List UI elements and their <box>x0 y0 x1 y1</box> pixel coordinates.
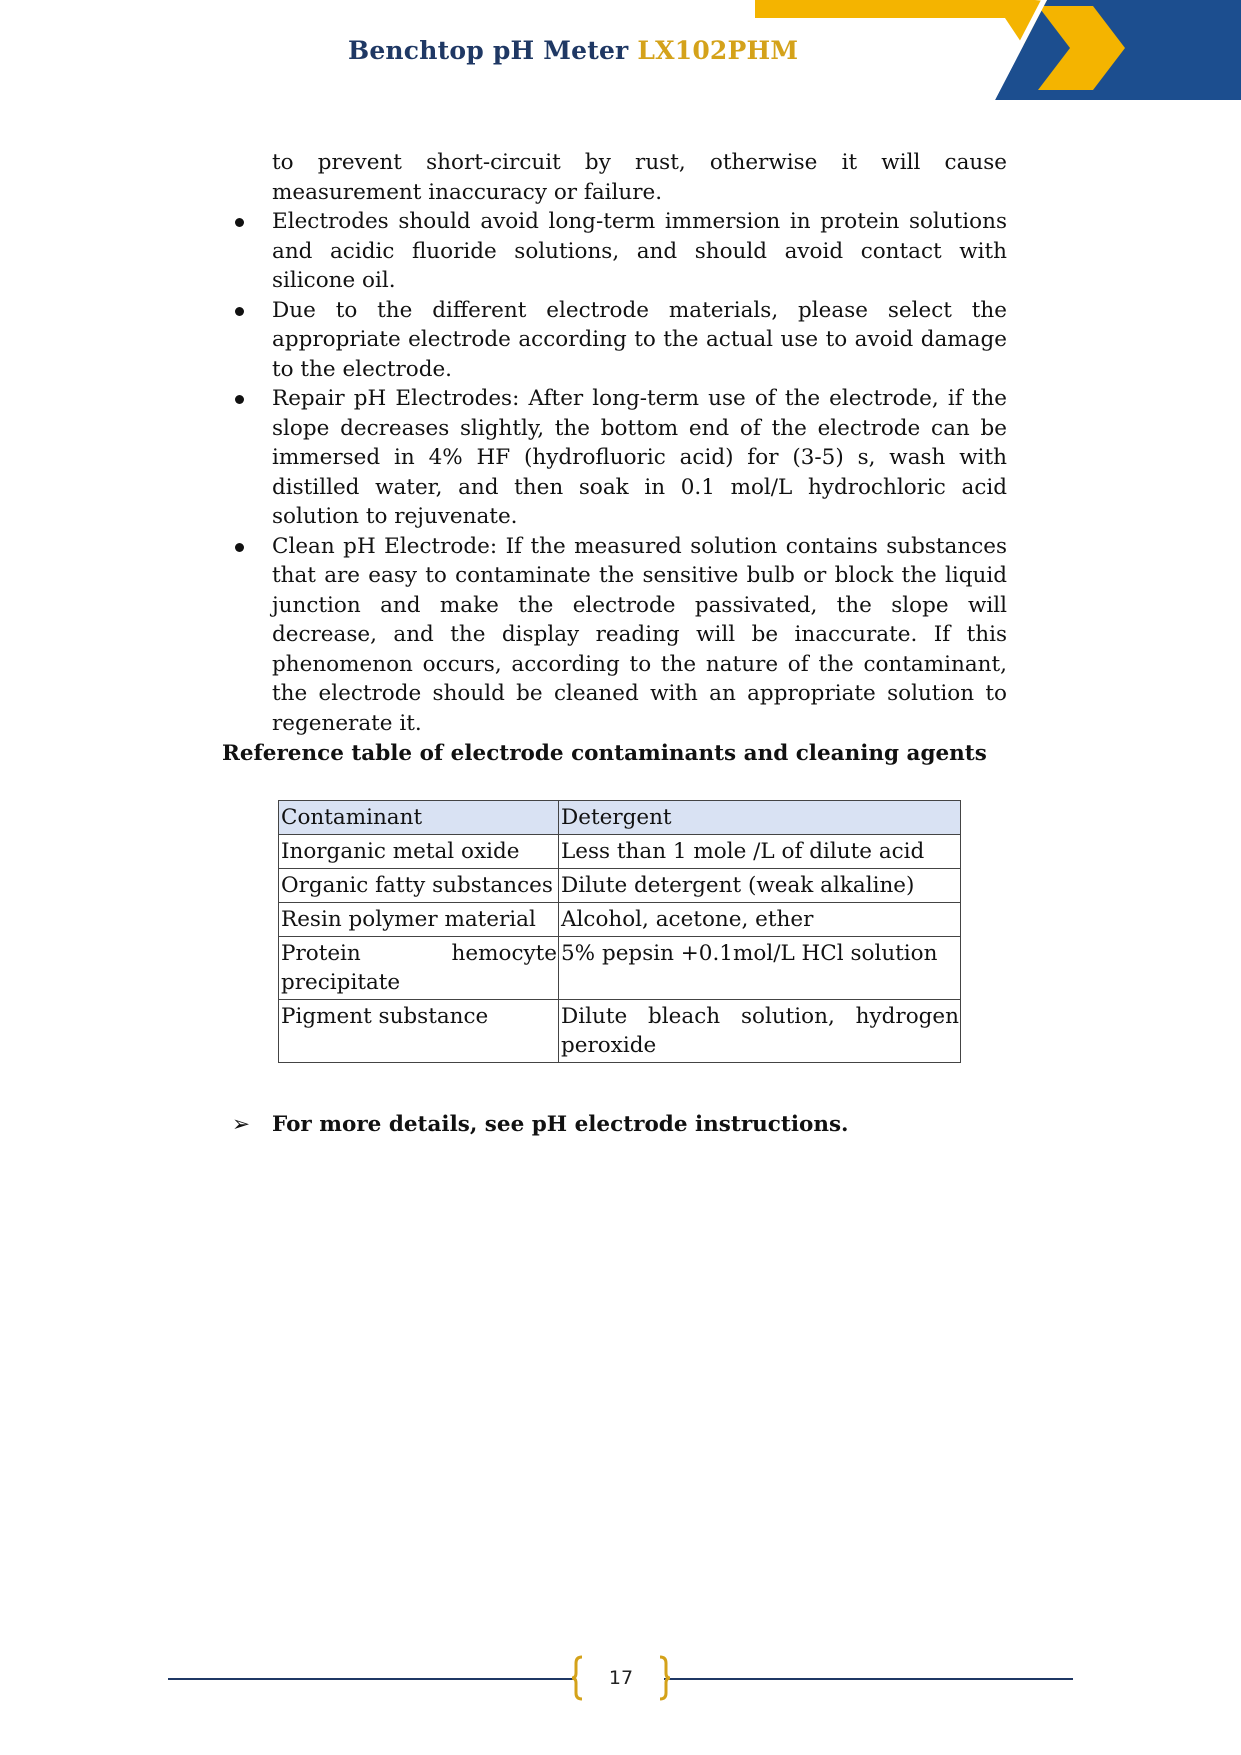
list-item: Electrodes should avoid long-term immersion in protein solutions and acidic fluoride solutions, and should avoid contact with silicone oil. <box>232 207 1007 296</box>
table-row <box>279 903 961 937</box>
table-cell: Less than 1 mole /L of dilute acid <box>559 835 961 869</box>
header-chevron-graphic <box>755 0 1241 100</box>
column-header-contaminant: Contaminant <box>279 801 559 835</box>
bullet-icon <box>235 395 244 404</box>
table-cell: Organic fatty substances <box>279 869 559 903</box>
model-number: LX102PHM <box>637 36 799 65</box>
bullet-icon <box>235 218 244 227</box>
document-title <box>348 36 798 65</box>
footer-rule-left <box>168 1678 576 1680</box>
list-item: Repair pH Electrodes: After long-term use of the electrode, if the slope decreases slightly, the bottom end of the electrode can be immersed in 4% HF (hydrofluoric acid) for (3-5) s, wash with distilled water, and then soak in 0.1 mol/L hydrochloric acid solution to rejuvenate. <box>232 384 1007 532</box>
continuation-paragraph: to prevent short-circuit by rust, otherwise it will cause measurement inaccuracy or failure. <box>272 150 1007 205</box>
table-cell: Inorganic metal oxide <box>279 835 559 869</box>
table-heading: Reference table of electrode contaminants and cleaning agents <box>222 741 987 766</box>
table-cell: Resin polymer material <box>279 903 559 937</box>
page-number: 17 <box>608 1667 634 1689</box>
footer-rule-right <box>664 1678 1073 1680</box>
contaminant-table <box>278 800 961 1063</box>
product-name: Benchtop pH Meter <box>348 36 638 65</box>
list-item: Clean pH Electrode: If the measured solution contains substances that are easy to contaminate the sensitive bulb or block the liquid junction and make the electrode passivated, the slope will decrease, and the display reading will be inaccurate. If this phenomenon occurs, according to the nature of the contaminant, the electrode should be cleaned with an appropriate solution to regenerate it. <box>232 532 1007 739</box>
table-header-row <box>279 801 961 835</box>
details-note: ➢ For more details, see pH electrode instructions. <box>232 1112 849 1137</box>
body-text <box>232 148 1007 738</box>
table-row <box>279 835 961 869</box>
bullet-icon <box>235 307 244 316</box>
table-cell: Dilute detergent (weak alkaline) <box>559 869 961 903</box>
table-row <box>279 937 961 1000</box>
arrow-bullet-icon: ➢ <box>232 1112 251 1137</box>
column-header-detergent: Detergent <box>559 801 961 835</box>
table-row <box>279 869 961 903</box>
table-cell: Pigment substance <box>279 1000 559 1063</box>
list-item: Due to the different electrode materials, please select the appropriate electrode according to the actual use to avoid damage to the electrode. <box>232 296 1007 385</box>
table-cell: Dilute bleach solution, hydrogen peroxide <box>559 1000 961 1063</box>
table-cell: Alcohol, acetone, ether <box>559 903 961 937</box>
table-cell: 5% pepsin +0.1mol/L HCl solution <box>559 937 961 1000</box>
table-row <box>279 1000 961 1063</box>
table-cell: Protein hemocyte precipitate <box>279 937 559 1000</box>
bullet-icon <box>235 543 244 552</box>
